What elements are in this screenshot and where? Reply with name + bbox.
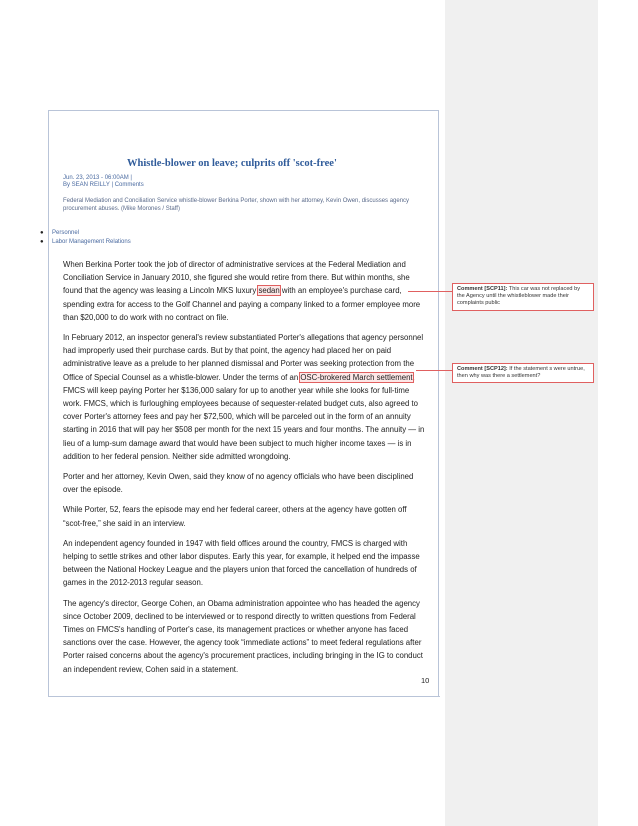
bullet-icon: ● [40,229,44,236]
paragraph [63,258,428,324]
comment-connector [416,370,452,371]
bullet-icon: ● [40,238,44,245]
paragraph: The agency's director, George Cohen, an Obama administration appointee who has headed the agency since October 2009, declined to be interviewed or to respond directly to written questions from Federal Times on FMCS's handling of Porter's case, its management practices or whether anyone has faced sanctions over the case. However, the agency took “immediate actions” to meet federal regulations after Porter raised concerns about the agency's procurement practices, including bringing in the IG to conduct an independent review, Cohen said in a statement. [63,598,423,674]
paragraph [63,331,428,463]
comment-label: Comment [SCP11]: [457,286,508,292]
highlight-settlement[interactable]: OSC-brokered March settlement [300,372,413,382]
paragraph-text: with an employee's purchase card, spending extra for access to the Golf Channel and paying a company linked to a former employee more than $20,000 to do work with no contract on file. [63,286,421,322]
photo-caption: Federal Mediation and Conciliation Service whistle-blower Berkina Porter, shown with her attorney, Kevin Owen, discusses agency procurement abuses. (Mike Morones / Staff) [63,198,410,212]
comment-connector [408,291,452,292]
paragraph: Porter and her attorney, Kevin Owen, said they know of no agency officials who have been disciplined over the episode. [63,472,414,495]
highlight-sedan[interactable]: sedan [258,286,280,296]
comment-text: If the statement s were untrue, then why was there a settlement? [457,366,585,380]
paragraph-text: When Berkina Porter took the job of director of administrative services at the Federal Mediation and Conciliation Service in January 2010, she figured she would retire from there. But within months, she found that the agency was leasing a Lincoln MKS luxury [63,260,410,296]
article-body [63,258,428,683]
page-number: 10 [421,676,430,685]
page-border-bottom [48,696,440,697]
tag-item [40,237,131,246]
byline: By SEAN REILLY | Comments [63,182,144,188]
tag-item [40,228,131,237]
tag-link[interactable]: Labor Management Relations [52,238,131,245]
tag-list [40,228,131,246]
tag-link[interactable]: Personnel [52,229,80,236]
comment-balloon-scp11[interactable] [452,283,594,311]
paragraph-text: In February 2012, an inspector general's review substantiated Porter's allegations that agency personnel had improperly used their purchase cards. But by that point, the agency had placed her on paid administrative leave as a prelude to her planned dismissal and Porter was seeking protection from the Office of Special Counsel as a whistle-blower. Under the terms of an [63,333,424,382]
paragraph: While Porter, 52, fears the episode may end her federal career, others at the agency have gotten off “scot-free,” she said in an interview. [63,505,407,528]
comment-text: This car was not replaced by the Agency until the whistleblower made their complaints public [457,286,581,307]
paragraph: An independent agency founded in 1947 with field offices around the country, FMCS is charged with helping to settle strikes and other labor disputes. Early this year, for example, it helped end the impasse between the National Hockey League and the players union that forced the cancellation of hundreds of games in the 2012-2013 regular season. [63,538,420,588]
comment-label: Comment [SCP12]: [457,366,508,372]
article-title: Whistle-blower on leave; culprits off 'scot-free' [127,158,337,169]
comment-balloon-scp12[interactable] [452,363,594,383]
dateline: Jun. 23, 2013 - 06:00AM | [63,175,132,181]
comments-pane [445,0,598,826]
paragraph-text: , FMCS will keep paying Porter her $136,000 salary for up to another year while she looks for full-time work. FMCS, which is furloughing employees because of sequester-related budget cuts, also agreed to cover Porter's attorney fees and pay her $72,500, which will be parceled out in the form of an annuity starting in 2016 that will pay her $508 per month for the next 15 years and four months. The annuity — in lieu of a lump-sum damage award that would have been subject to much higher income taxes — is in addition to her federal pension. Neither side admitted wrongdoing. [63,372,425,461]
comments-pane-label: Formatted [452,107,492,116]
